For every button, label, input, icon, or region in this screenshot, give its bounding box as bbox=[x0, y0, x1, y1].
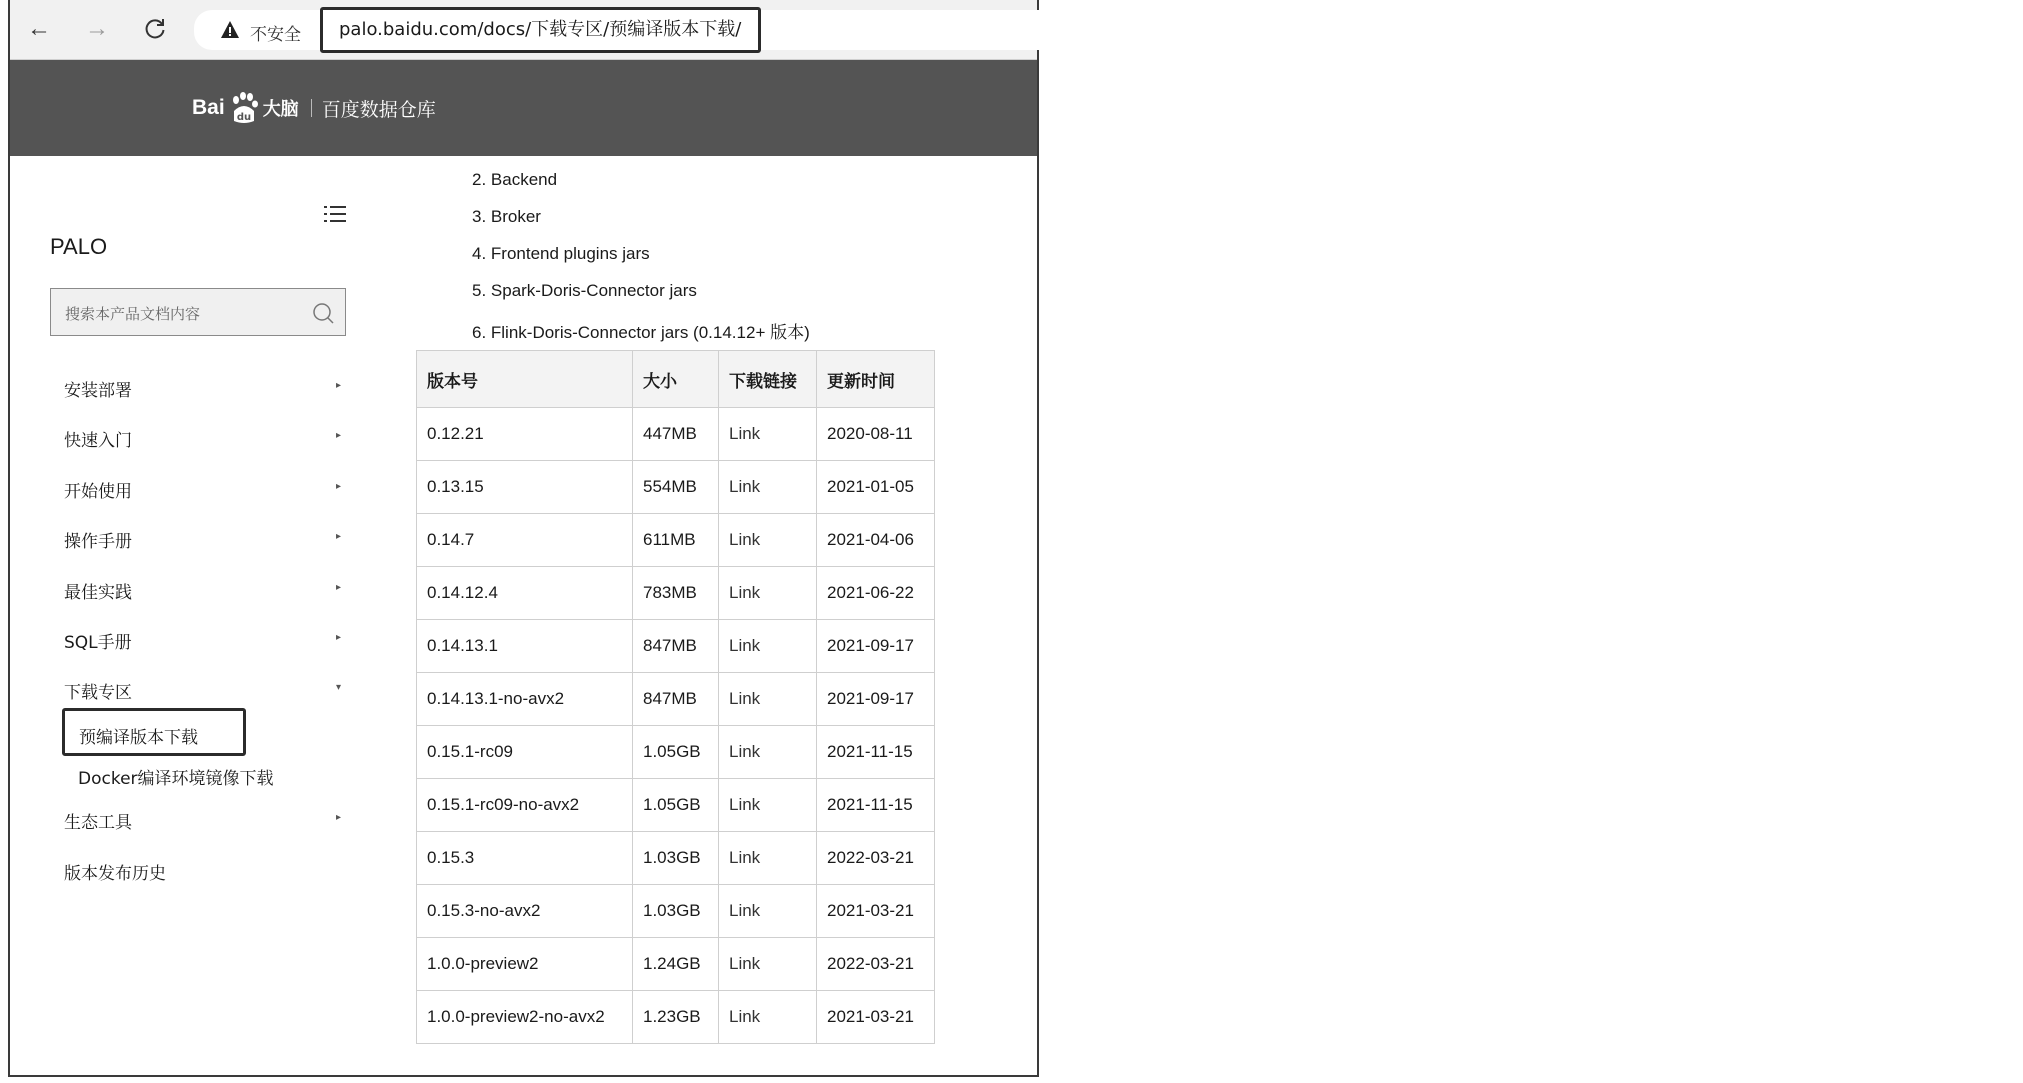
caret-right-icon: ▸ bbox=[336, 531, 342, 542]
list-item: 4. Frontend plugins jars bbox=[472, 244, 650, 263]
table-row bbox=[417, 885, 935, 938]
date-cell: 2021-09-17 bbox=[817, 620, 935, 673]
table-row bbox=[417, 408, 935, 461]
version-cell: 0.15.1-rc09 bbox=[417, 726, 633, 779]
sidebar-item-label: 下载专区 bbox=[64, 683, 132, 703]
url-field[interactable]: palo.baidu.com/docs/下载专区/预编译版本下载/ bbox=[320, 7, 761, 53]
header-version: 版本号 bbox=[417, 351, 633, 408]
size-cell: 1.23GB bbox=[633, 991, 719, 1044]
download-link[interactable]: Link bbox=[719, 567, 817, 620]
sidebar-item-label: SQL手册 bbox=[64, 633, 132, 653]
table-row bbox=[417, 673, 935, 726]
nav-home[interactable]: 首页 bbox=[1697, 100, 1737, 124]
header-link: 下载链接 bbox=[719, 351, 817, 408]
version-cell: 0.14.13.1-no-avx2 bbox=[417, 673, 633, 726]
download-link[interactable]: Link bbox=[719, 885, 817, 938]
download-link[interactable]: Link bbox=[719, 779, 817, 832]
version-cell: 0.14.7 bbox=[417, 514, 633, 567]
list-item: 6. Flink-Doris-Connector jars (0.14.12+ 版本) bbox=[472, 323, 810, 342]
sidebar-item-label: 开始使用 bbox=[64, 482, 132, 502]
address-bar[interactable] bbox=[194, 10, 1046, 50]
size-cell: 1.03GB bbox=[633, 832, 719, 885]
warning-icon bbox=[220, 20, 240, 40]
sidebar-item-downloads[interactable] bbox=[64, 678, 354, 708]
sidebar-item-label: 安装部署 bbox=[64, 381, 132, 401]
date-cell: 2021-03-21 bbox=[817, 991, 935, 1044]
toc-list-icon[interactable] bbox=[324, 204, 346, 224]
sidebar-item-getting-started[interactable] bbox=[64, 477, 354, 507]
date-cell: 2022-03-21 bbox=[817, 938, 935, 991]
size-cell: 847MB bbox=[633, 673, 719, 726]
download-link[interactable]: Link bbox=[719, 726, 817, 779]
browser-toolbar bbox=[10, 0, 1037, 60]
sidebar-item-best-practice[interactable] bbox=[64, 578, 354, 608]
size-cell: 554MB bbox=[633, 461, 719, 514]
date-cell: 2021-04-06 bbox=[817, 514, 935, 567]
search-input[interactable] bbox=[50, 288, 346, 336]
table-row bbox=[417, 938, 935, 991]
download-link[interactable]: Link bbox=[719, 832, 817, 885]
sidebar-brand: PALO bbox=[50, 234, 108, 259]
sidebar-item-install[interactable] bbox=[64, 376, 354, 406]
date-cell: 2022-03-21 bbox=[817, 832, 935, 885]
version-cell: 0.14.12.4 bbox=[417, 567, 633, 620]
table-row bbox=[417, 779, 935, 832]
list-item: 5. Spark-Doris-Connector jars bbox=[472, 281, 697, 300]
forward-arrow-icon[interactable]: → bbox=[85, 15, 109, 42]
size-cell: 447MB bbox=[633, 408, 719, 461]
sidebar-item-label: 生态工具 bbox=[64, 813, 132, 833]
sidebar-item-release-history[interactable] bbox=[64, 859, 354, 889]
sidebar-subitem-precompiled[interactable]: 预编译版本下载 bbox=[62, 708, 246, 756]
security-label[interactable]: 不安全 bbox=[250, 25, 301, 45]
version-cell: 0.15.3-no-avx2 bbox=[417, 885, 633, 938]
caret-right-icon: ▸ bbox=[336, 812, 342, 823]
download-link[interactable]: Link bbox=[719, 673, 817, 726]
logo-bai-text: Bai bbox=[192, 96, 225, 119]
date-cell: 2021-09-17 bbox=[817, 673, 935, 726]
download-link[interactable]: Link bbox=[719, 938, 817, 991]
size-cell: 847MB bbox=[633, 620, 719, 673]
version-cell: 0.15.3 bbox=[417, 832, 633, 885]
search-placeholder: 搜索本产品文档内容 bbox=[65, 305, 201, 323]
baidu-logo[interactable] bbox=[192, 90, 436, 126]
date-cell: 2021-01-05 bbox=[817, 461, 935, 514]
nav-cases[interactable]: 案例 bbox=[1889, 100, 1929, 124]
table-row bbox=[417, 991, 935, 1044]
paw-icon bbox=[227, 91, 261, 125]
sidebar-subitem-docker[interactable]: Docker编译环境镜像下载 bbox=[78, 769, 274, 789]
version-cell: 0.14.13.1 bbox=[417, 620, 633, 673]
table-body bbox=[417, 408, 935, 1044]
version-cell: 1.0.0-preview2-no-avx2 bbox=[417, 991, 633, 1044]
header-size: 大小 bbox=[633, 351, 719, 408]
caret-right-icon: ▸ bbox=[336, 481, 342, 492]
sidebar-item-label: 操作手册 bbox=[64, 532, 132, 552]
table-row bbox=[417, 461, 935, 514]
svg-text:du: du bbox=[236, 112, 251, 123]
size-cell: 611MB bbox=[633, 514, 719, 567]
size-cell: 1.05GB bbox=[633, 726, 719, 779]
product-name: 百度数据仓库 bbox=[321, 98, 436, 121]
download-link[interactable]: Link bbox=[719, 620, 817, 673]
version-cell: 0.15.1-rc09-no-avx2 bbox=[417, 779, 633, 832]
downloads-table bbox=[416, 350, 935, 1044]
date-cell: 2021-11-15 bbox=[817, 726, 935, 779]
table-row bbox=[417, 832, 935, 885]
sidebar-item-sql-manual[interactable] bbox=[64, 628, 354, 658]
list-item: 3. Broker bbox=[472, 207, 541, 226]
date-cell: 2021-06-22 bbox=[817, 567, 935, 620]
version-cell: 0.12.21 bbox=[417, 408, 633, 461]
nav-docs[interactable]: 文档 bbox=[1793, 100, 1833, 124]
table-row bbox=[417, 726, 935, 779]
size-cell: 1.05GB bbox=[633, 779, 719, 832]
sidebar-item-eco-tools[interactable] bbox=[64, 808, 354, 838]
back-arrow-icon[interactable]: ← bbox=[27, 15, 51, 42]
caret-right-icon: ▸ bbox=[336, 380, 342, 391]
search-icon[interactable] bbox=[311, 301, 335, 325]
date-cell: 2021-03-21 bbox=[817, 885, 935, 938]
version-cell: 1.0.0-preview2 bbox=[417, 938, 633, 991]
size-cell: 1.24GB bbox=[633, 938, 719, 991]
download-link[interactable]: Link bbox=[719, 991, 817, 1044]
site-header bbox=[10, 60, 2023, 156]
nav-community[interactable]: 社区 bbox=[1983, 100, 2023, 124]
caret-right-icon: ▸ bbox=[336, 582, 342, 593]
list-item: 2. Backend bbox=[472, 170, 558, 189]
table-row bbox=[417, 514, 935, 567]
table-row bbox=[417, 620, 935, 673]
sidebar-item-quickstart[interactable] bbox=[64, 426, 354, 456]
download-link[interactable]: Link bbox=[719, 408, 817, 461]
sidebar-item-label: 最佳实践 bbox=[64, 583, 132, 603]
logo-divider bbox=[311, 99, 312, 117]
sidebar-item-label: 版本发布历史 bbox=[64, 864, 166, 884]
size-cell: 1.03GB bbox=[633, 885, 719, 938]
sidebar-item-manual[interactable] bbox=[64, 527, 354, 557]
sidebar-item-label: 快速入门 bbox=[64, 431, 132, 451]
version-cell: 0.13.15 bbox=[417, 461, 633, 514]
date-cell: 2021-11-15 bbox=[817, 779, 935, 832]
browser-window bbox=[8, 0, 2023, 1077]
logo-brain-text: 大脑 bbox=[262, 99, 299, 120]
size-cell: 783MB bbox=[633, 567, 719, 620]
table-header-row bbox=[417, 351, 935, 408]
download-link[interactable]: Link bbox=[719, 461, 817, 514]
caret-right-icon: ▸ bbox=[336, 632, 342, 643]
date-cell: 2020-08-11 bbox=[817, 408, 935, 461]
table-row bbox=[417, 567, 935, 620]
caret-down-icon: ▾ bbox=[336, 682, 342, 693]
caret-right-icon: ▸ bbox=[336, 430, 342, 441]
header-updated: 更新时间 bbox=[817, 351, 935, 408]
download-link[interactable]: Link bbox=[719, 514, 817, 567]
reload-icon[interactable] bbox=[140, 14, 170, 44]
